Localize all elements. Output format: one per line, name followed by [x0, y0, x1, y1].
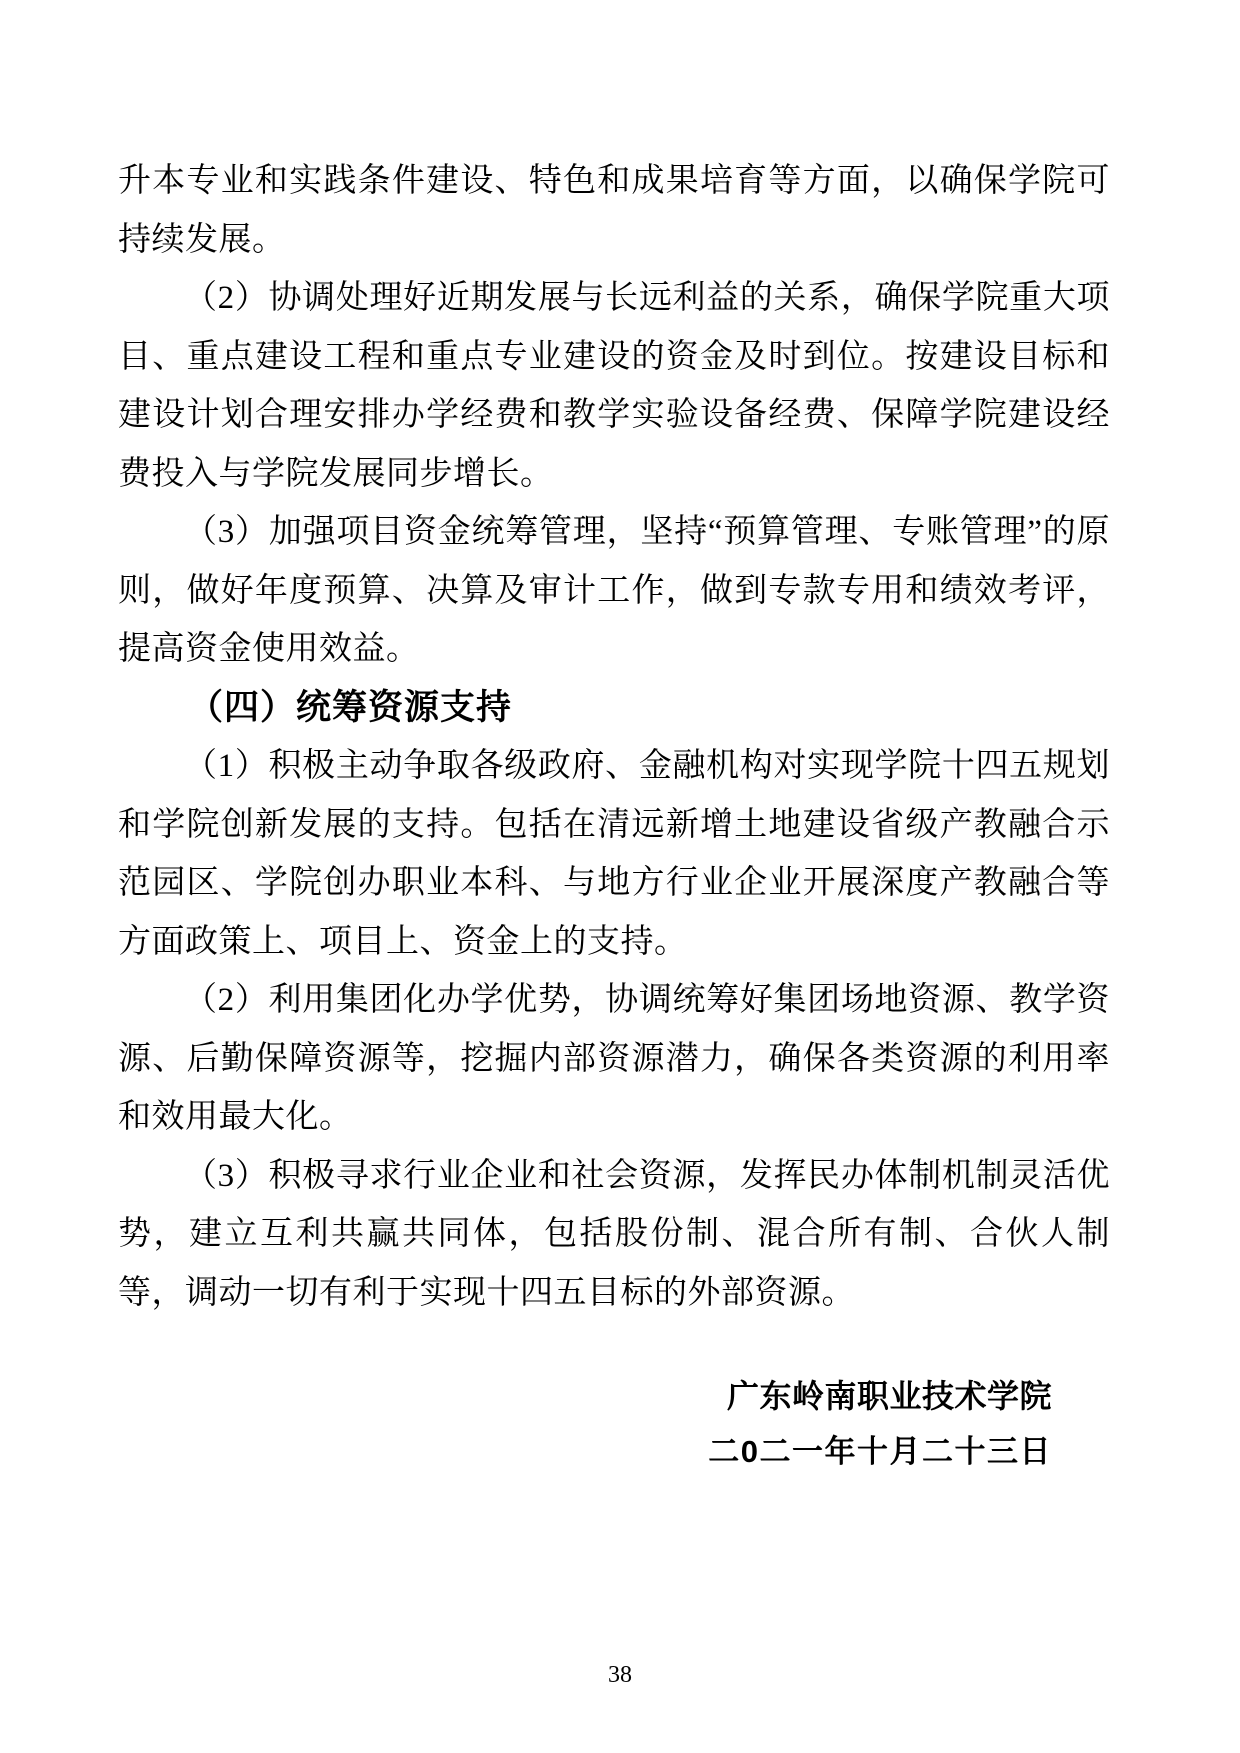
document-body: [118, 152, 1110, 1480]
paragraph-resources-1: （1）积极主动争取各级政府、金融机构对实现学院十四五规划和学院创新发展的支持。包括在清远新增土地建设省级产教融合示范园区、学院创办职业本科、与地方行业企业开展深度产教融合等方面政策上、项目上、资金上的支持。: [118, 748, 1110, 960]
signature-block: [118, 1368, 1110, 1480]
paragraph-funding-3: （3）加强项目资金统筹管理，坚持“预算管理、专账管理”的原则，做好年度预算、决算及审计工作，做到专款专用和绩效考评，提高资金使用效益。: [118, 514, 1110, 667]
signature-organization: 广东岭南职业技术学院: [726, 1378, 1052, 1414]
section-heading-resources: （四）统筹资源支持: [188, 687, 513, 727]
signature-date: 二0二一年十月二十三日: [708, 1434, 1052, 1469]
paragraph-continuation: 升本专业和实践条件建设、特色和成果培育等方面，以确保学院可持续发展。: [118, 163, 1110, 258]
paragraph-funding-2: （2）协调处理好近期发展与长远利益的关系，确保学院重大项目、重点建设工程和重点专业建设的资金及时到位。按建设目标和建设计划合理安排办学经费和教学实验设备经费、保障学院建设经费投入与学院发展同步增长。: [118, 280, 1110, 492]
paragraph-resources-3: （3）积极寻求行业企业和社会资源，发挥民办体制机制灵活优势，建立互利共赢共同体，包括股份制、混合所有制、合伙人制等，调动一切有利于实现十四五目标的外部资源。: [118, 1157, 1110, 1311]
page-footer: [0, 1662, 1240, 1689]
page-number: 38: [608, 1662, 632, 1688]
paragraph-resources-2: （2）利用集团化办学优势，协调统筹好集团场地资源、教学资源、后勤保障资源等，挖掘内部资源潜力，确保各类资源的利用率和效用最大化。: [118, 982, 1110, 1135]
